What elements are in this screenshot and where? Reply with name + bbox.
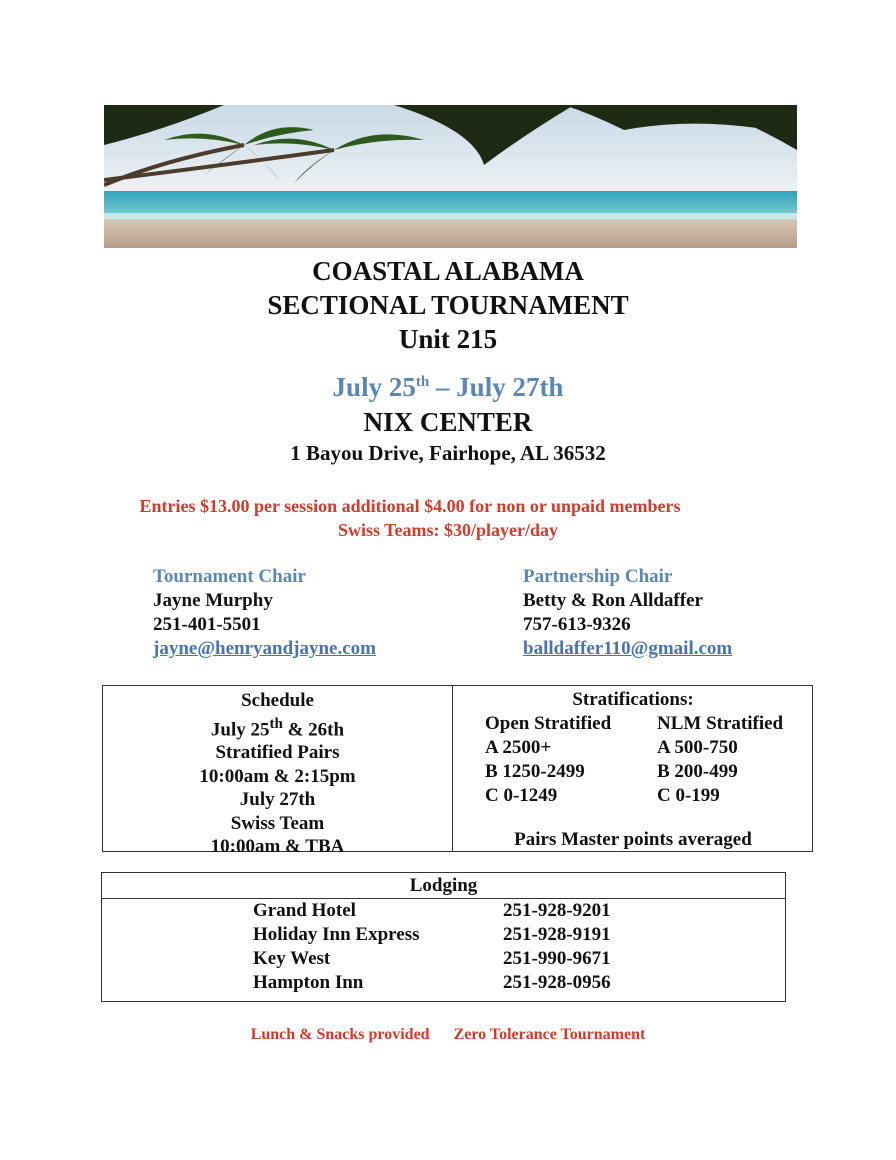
lodging-box — [101, 872, 786, 1002]
footer-notes — [0, 1026, 896, 1044]
stratifications-note: Pairs Master points averaged — [514, 829, 752, 850]
open-strat-a: A 2500+ — [485, 737, 552, 758]
event-dates — [0, 372, 896, 403]
open-strat-c: C 0-1249 — [485, 785, 558, 806]
venue-name: NIX CENTER — [363, 407, 533, 437]
tournament-chair-email-link[interactable]: jayne@henryandjayne.com — [153, 638, 376, 659]
schedule-day1-event: Stratified Pairs — [215, 742, 340, 764]
lodging-row — [253, 923, 773, 947]
date-end: – July 27th — [429, 372, 564, 402]
schedule-day2: July 27th — [239, 789, 316, 811]
nlm-stratified-header: NLM Stratified — [657, 713, 784, 734]
schedule-day2-event: Swiss Team — [230, 812, 325, 834]
open-stratified-column — [485, 712, 611, 808]
lodging-name: Grand Hotel — [253, 900, 356, 921]
stratifications-heading: Stratifications: — [572, 689, 694, 710]
nlm-strat-c: C 0-199 — [657, 785, 720, 806]
tournament-chair-block — [153, 565, 376, 661]
lodging-phone: 251-928-9201 — [503, 900, 611, 921]
footer-zero-tolerance-note: Zero Tolerance Tournament — [453, 1026, 646, 1043]
beach-palm-illustration — [104, 105, 797, 248]
schedule-day1-suffix: th — [269, 715, 283, 732]
partnership-chair-name: Betty & Ron Alldaffer — [523, 590, 703, 611]
date-start-suffix: th — [415, 374, 430, 390]
lodging-phone: 251-990-9671 — [503, 948, 611, 969]
lodging-heading: Lodging — [102, 873, 785, 899]
footer-lunch-note: Lunch & Snacks provided — [250, 1026, 430, 1043]
open-strat-b: B 1250-2499 — [485, 761, 585, 782]
schedule-day1-times: 10:00am & 2:15pm — [199, 765, 356, 787]
lodging-row — [253, 947, 773, 971]
lodging-list — [253, 899, 773, 995]
partnership-chair-email-link[interactable]: balldaffer110@gmail.com — [523, 638, 733, 659]
schedule-day2-times: 10:00am & TBA — [210, 836, 345, 858]
partnership-chair-role: Partnership Chair — [523, 566, 673, 587]
lodging-name: Holiday Inn Express — [253, 924, 420, 945]
tournament-chair-phone: 251-401-5501 — [153, 614, 261, 635]
schedule-day1-date: July 25 — [210, 718, 270, 740]
lodging-row — [253, 899, 773, 923]
lodging-row — [253, 971, 773, 995]
venue-address: 1 Bayou Drive, Fairhope, AL 36532 — [290, 441, 606, 465]
open-stratified-header: Open Stratified — [485, 713, 612, 734]
swiss-fees: Swiss Teams: $30/player/day — [337, 520, 559, 540]
schedule-heading: Schedule — [241, 690, 314, 711]
nlm-strat-a: A 500-750 — [657, 737, 738, 758]
nlm-stratified-column — [657, 712, 783, 808]
lodging-phone: 251-928-9191 — [503, 924, 611, 945]
tournament-title-line1: COASTAL ALABAMA — [312, 256, 584, 286]
tournament-unit: Unit 215 — [398, 324, 498, 354]
partnership-chair-block — [523, 565, 732, 661]
partnership-chair-phone: 757-613-9326 — [523, 614, 631, 635]
schedule-day1-rest: & 26th — [282, 718, 345, 740]
lodging-name: Hampton Inn — [253, 972, 364, 993]
tournament-title-line2: SECTIONAL TOURNAMENT — [267, 290, 629, 320]
lodging-phone: 251-928-0956 — [503, 972, 611, 993]
beach-banner-image — [104, 105, 797, 248]
lodging-name: Key West — [253, 948, 331, 969]
schedule-day1 — [103, 713, 452, 742]
schedule-column — [103, 689, 452, 859]
entry-fees: Entries $13.00 per session additional $4.00 for non or unpaid members — [139, 496, 681, 516]
tournament-chair-name: Jayne Murphy — [153, 590, 273, 611]
date-start: July 25 — [332, 372, 416, 402]
nlm-strat-b: B 200-499 — [657, 761, 738, 782]
tournament-chair-role: Tournament Chair — [153, 566, 306, 587]
schedule-stratification-box — [102, 685, 813, 858]
